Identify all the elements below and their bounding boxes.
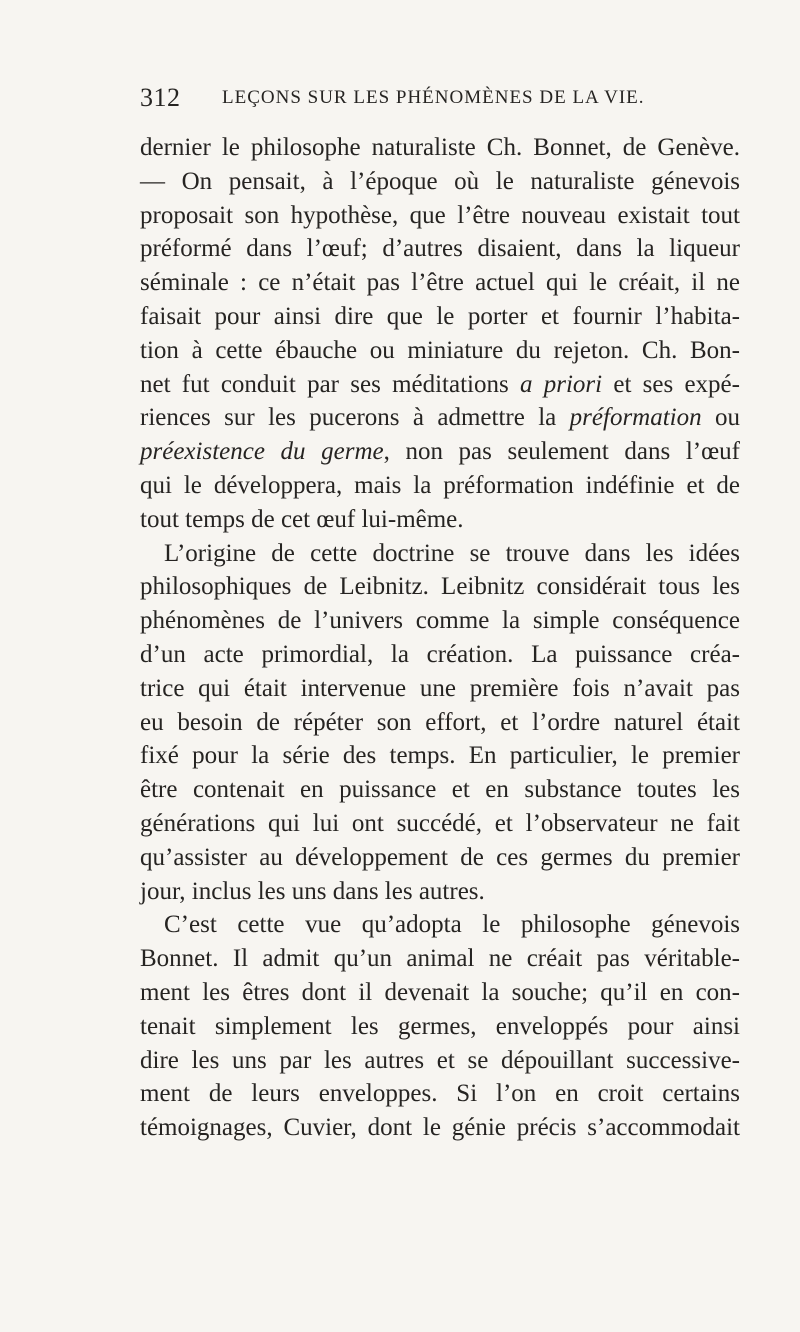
text-segment: ou: [701, 404, 741, 432]
text-segment: témoignages, Cuvier, dont le génie précis s’accommodait: [140, 1114, 740, 1142]
text-line: [140, 131, 740, 165]
italic-text: préformation: [569, 404, 702, 432]
text-segment: Bonnet. Il admit qu’un animal ne créait pas véritable-: [140, 945, 740, 973]
text-segment: faisait pour ainsi dire que le porter et fournir l’habita-: [140, 302, 740, 330]
text-line: [140, 807, 740, 841]
text-line: [140, 199, 740, 233]
italic-text: a priori: [519, 370, 603, 398]
text-line: [140, 841, 740, 875]
text-line: [140, 1111, 740, 1145]
text-segment: et ses expé-: [602, 370, 740, 398]
text-segment: qu’assister au développement de ces germes du premier: [140, 843, 740, 871]
text-segment: jour, inclus les uns dans les autres.: [140, 877, 485, 905]
text-line: [140, 266, 740, 300]
text-line: [140, 1010, 740, 1044]
text-segment: ment les êtres dont il devenait la souche; qu’il en con-: [140, 978, 740, 1006]
text-segment: qui le développera, mais la préformation indéfinie et de: [140, 471, 740, 499]
text-segment: L’origine de cette doctrine se trouve dans les idées: [164, 539, 740, 567]
text-line: [140, 232, 740, 266]
text-line: [140, 875, 740, 909]
text-segment: préformé dans l’œuf; d’autres disaient, dans la liqueur: [140, 235, 740, 263]
text-segment: dire les uns par les autres et se dépouillant successive-: [140, 1046, 740, 1074]
text-line: [140, 570, 740, 604]
text-segment: trice qui était intervenue une première fois n’avait pas: [140, 674, 740, 702]
text-line: [140, 638, 740, 672]
text-segment: phénomènes de l’univers comme la simple conséquence: [140, 607, 740, 635]
page-header: [140, 78, 740, 118]
italic-text: préexistence du germe: [140, 438, 384, 466]
text-segment: tout temps de cet œuf lui-même.: [140, 505, 464, 533]
text-line: [140, 300, 740, 334]
text-segment: séminale : ce n’était pas l’être actuel qui le créait, il ne: [140, 269, 740, 297]
page-number: 312: [140, 83, 181, 112]
text-line: [140, 368, 740, 402]
text-segment: d’un acte primordial, la création. La puissance créa-: [140, 640, 740, 668]
text-line: [140, 773, 740, 807]
text-segment: tenait simplement les germes, enveloppés pour ainsi: [140, 1012, 740, 1040]
text-segment: eu besoin de répéter son effort, et l’ordre naturel était: [140, 708, 740, 736]
text-line: [140, 165, 740, 199]
text-segment: , non pas seulement dans l’œuf: [383, 438, 741, 466]
text-line: [140, 334, 740, 368]
text-line: [140, 1077, 740, 1111]
text-segment: tion à cette ébauche ou miniature du rejeton. Ch. Bon-: [140, 336, 740, 364]
text-segment: dernier le philosophe naturaliste Ch. Bonnet, de Genève.: [140, 134, 740, 161]
text-segment: — On pensait, à l’époque où le naturaliste génevois: [140, 167, 740, 195]
body-text: [140, 131, 740, 1145]
text-line: [140, 503, 740, 537]
text-segment: être contenait en puissance et en substance toutes les: [140, 776, 740, 804]
text-segment: C’est cette vue qu’adopta le philosophe génevois: [164, 911, 740, 939]
text-line: [140, 401, 740, 435]
text-line: [140, 604, 740, 638]
text-segment: proposait son hypothèse, que l’être nouveau existait tout: [140, 201, 740, 229]
text-segment: ment de leurs enveloppes. Si l’on en croit certains: [140, 1080, 740, 1108]
text-line: [140, 537, 740, 571]
text-segment: générations qui lui ont succédé, et l’observateur ne fait: [140, 809, 740, 837]
running-title: LEÇONS SUR LES PHÉNOMÈNES DE LA VIE.: [222, 87, 645, 108]
text-line: [140, 672, 740, 706]
text-segment: philosophiques de Leibnitz. Leibnitz considérait tous les: [140, 573, 740, 601]
text-line: [140, 1044, 740, 1078]
text-line: [140, 942, 740, 976]
text-line: [140, 706, 740, 740]
text-segment: riences sur les pucerons à admettre la: [140, 404, 570, 432]
text-line: [140, 739, 740, 773]
text-line: [140, 908, 740, 942]
text-line: [140, 976, 740, 1010]
text-segment: fixé pour la série des temps. En particulier, le premier: [140, 742, 740, 770]
text-line: [140, 469, 740, 503]
text-segment: net fut conduit par ses méditations: [140, 370, 520, 398]
text-line: [140, 435, 740, 469]
